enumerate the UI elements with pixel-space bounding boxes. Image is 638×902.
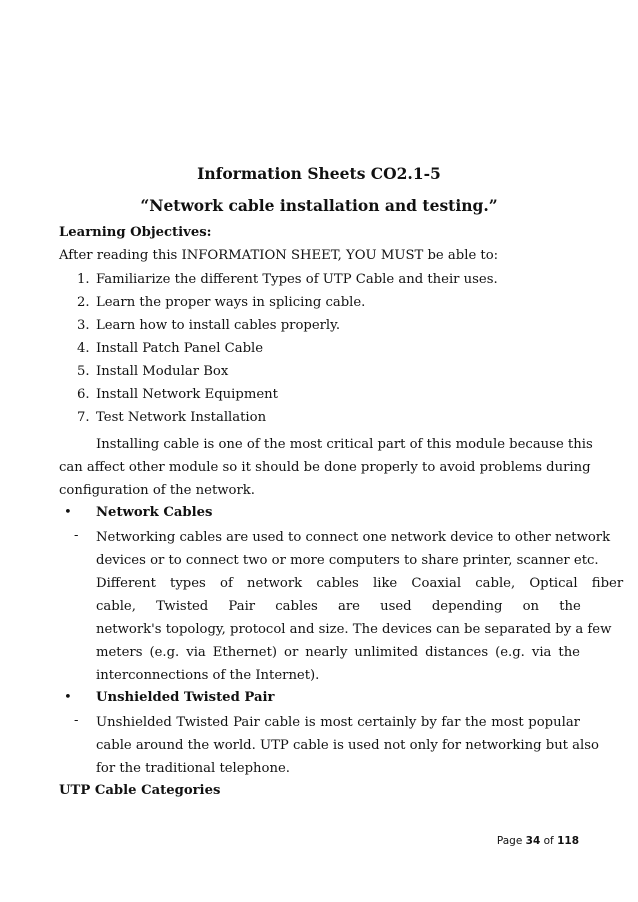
objective-number: 7. [77,410,90,425]
objective-item: Test Network Installation [96,410,267,425]
page-footer [497,835,579,847]
page-title: Information Sheets CO2.1-5 [197,164,441,183]
section-line: Unshielded Twisted Pair cable is most certainly by far the most popular [96,715,580,730]
footer-page-number: 34 [525,835,541,847]
dash-marker: - [74,713,79,728]
footer-prefix: Page [496,835,523,847]
objective-number: 1. [77,272,90,287]
objective-item: Install Modular Box [96,364,229,379]
objective-number: 2. [77,295,90,310]
section-line: for the traditional telephone. [96,761,290,776]
dash-marker: - [74,528,79,543]
footer-total-pages: 118 [557,835,579,847]
objective-item: Learn how to install cables properly. [96,318,341,333]
objective-number: 3. [77,318,90,333]
bullet-icon: • [64,690,72,705]
section-line: cable around the world. UTP cable is used not only for networking but also [96,738,599,753]
page-subtitle: “Network cable installation and testing.” [140,196,498,215]
utp-categories-heading: UTP Cable Categories [59,783,221,798]
objective-number: 5. [77,364,90,379]
section-line: network's topology, protocol and size. The devices can be separated by a few [96,622,612,637]
section-line: Networking cables are used to connect one network device to other network [96,530,611,545]
section-line: interconnections of the Internet). [96,668,320,683]
objective-item: Install Network Equipment [96,387,278,402]
bullet-icon: • [64,505,72,520]
intro-text: After reading this INFORMATION SHEET, YOU MUST be able to: [59,248,499,263]
section-line: meters (e.g. via Ethernet) or nearly unlimited distances (e.g. via the [96,645,580,660]
section-heading-network-cables: Network Cables [96,505,213,520]
paragraph-line: can affect other module so it should be done properly to avoid problems during [59,460,591,475]
section-line: Different types of network cables like Coaxial cable, Optical fiber [96,576,624,591]
paragraph-line: configuration of the network. [59,483,255,498]
objective-item: Learn the proper ways in splicing cable. [96,295,366,310]
section-heading-utp: Unshielded Twisted Pair [96,690,275,705]
objective-number: 4. [77,341,90,356]
objective-item: Familiarize the different Types of UTP Cable and their uses. [96,272,498,287]
paragraph-line: Installing cable is one of the most critical part of this module because this [96,437,593,452]
section-line: cable, Twisted Pair cables are used depending on the [96,599,581,614]
objective-number: 6. [77,387,90,402]
objective-item: Install Patch Panel Cable [96,341,264,356]
footer-of: of [543,835,554,847]
learning-objectives-heading: Learning Objectives: [59,225,212,240]
section-line: devices or to connect two or more computers to share printer, scanner etc. [96,553,599,568]
